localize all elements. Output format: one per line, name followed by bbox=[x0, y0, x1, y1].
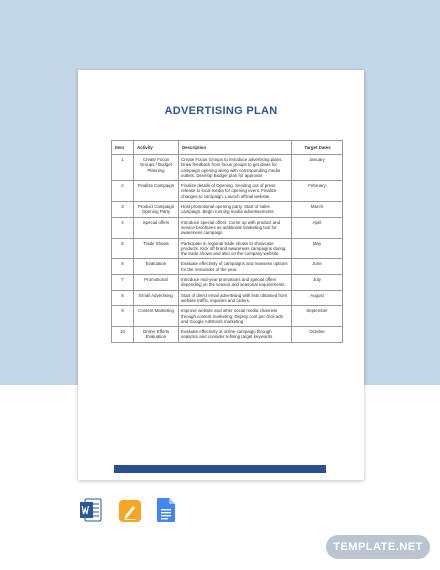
header-description: Description bbox=[179, 141, 292, 155]
table-row bbox=[112, 327, 343, 343]
footer-bar bbox=[114, 465, 326, 473]
cell-item: 9 bbox=[112, 306, 134, 327]
plan-table bbox=[111, 140, 343, 343]
table-row bbox=[112, 306, 343, 327]
table-row bbox=[112, 217, 343, 238]
cell-item: 3 bbox=[112, 202, 134, 218]
cell-target-date: June bbox=[292, 259, 343, 275]
cell-target-date: April bbox=[292, 217, 343, 238]
cell-item: 8 bbox=[112, 290, 134, 306]
cell-item: 7 bbox=[112, 275, 134, 291]
cell-target-date: February bbox=[292, 181, 343, 202]
cell-description: Evaluate effectivity of campaigns and reassess options for the remainder of the year. bbox=[179, 259, 292, 275]
cell-description: Participate in regional trade shows to showcase products. Kick off brand awareness campaigns during the trade shows and also on the company website. bbox=[179, 238, 292, 259]
header-item: Item bbox=[112, 141, 134, 155]
brand-badge[interactable]: TEMPLATE.NET bbox=[326, 535, 430, 559]
cell-activity: Content Marketing bbox=[134, 306, 179, 327]
table-row bbox=[112, 259, 343, 275]
table-row bbox=[112, 155, 343, 181]
cell-target-date: May bbox=[292, 238, 343, 259]
cell-description: Introduce special offers. Come up with product and service brochures as additional marketing tool for awareness campaign bbox=[179, 217, 292, 238]
cell-item: 5 bbox=[112, 238, 134, 259]
table-header-row bbox=[112, 141, 343, 155]
header-target-dates: Target Dates bbox=[292, 141, 343, 155]
cell-item: 4 bbox=[112, 217, 134, 238]
pages-icon[interactable] bbox=[119, 500, 141, 522]
table-row bbox=[112, 181, 343, 202]
cell-item: 2 bbox=[112, 181, 134, 202]
table-row bbox=[112, 202, 343, 218]
table-row bbox=[112, 238, 343, 259]
cell-item: 10 bbox=[112, 327, 134, 343]
cell-activity: Special offers bbox=[134, 217, 179, 238]
cell-target-date: October bbox=[292, 327, 343, 343]
google-docs-icon[interactable] bbox=[157, 498, 175, 522]
cell-activity: Promotional bbox=[134, 275, 179, 291]
cell-activity: Finalize Campaign bbox=[134, 181, 179, 202]
cell-description: Create Focus Groups to introduce advertising plans. Draw feedback from focus groups to get ideas for campaign opening along with corresponding media outlets. Develop Budget plan for approval. bbox=[179, 155, 292, 181]
cell-description: Improve website and other social media channels through content marketing. Deploy cost per click ads and Google AdWords marketing bbox=[179, 306, 292, 327]
table-row bbox=[112, 275, 343, 291]
cell-target-date: March bbox=[292, 202, 343, 218]
cell-description: Finalize details of Opening. Sending out of press release to local media for opening event. Finalize changes to campaign. Launch official website bbox=[179, 181, 292, 202]
table-row bbox=[112, 290, 343, 306]
cell-target-date: July bbox=[292, 275, 343, 291]
cell-activity: Online Efforts Evaluation bbox=[134, 327, 179, 343]
cell-activity: Create Focus Groups / Budget Planning bbox=[134, 155, 179, 181]
document-title: ADVERTISING PLAN bbox=[164, 105, 278, 117]
cell-item: 6 bbox=[112, 259, 134, 275]
cell-description: Evaluate effectivity of online campaign through analytics and consider refining target keywords bbox=[179, 327, 292, 343]
document-preview[interactable] bbox=[78, 70, 364, 480]
cell-target-date: January bbox=[292, 155, 343, 181]
word-icon[interactable] bbox=[80, 498, 102, 522]
cell-activity: Product Campaign Opening Party bbox=[134, 202, 179, 218]
cell-activity: Evaluation bbox=[134, 259, 179, 275]
header-activity: Activity bbox=[134, 141, 179, 155]
cell-description: Start of direct email advertising with lists obtained from website traffic, inquiries and orders. bbox=[179, 290, 292, 306]
cell-activity: Email Advertising bbox=[134, 290, 179, 306]
cell-target-date: August bbox=[292, 290, 343, 306]
cell-activity: Trade Shows bbox=[134, 238, 179, 259]
cell-target-date: September bbox=[292, 306, 343, 327]
cell-description: Introduce mid-year promotions and special offers depending on the season and seasonal requirements. bbox=[179, 275, 292, 291]
cell-item: 1 bbox=[112, 155, 134, 181]
cell-description: Host promotional opening party. Start of sales campaign. Begin running media advertisements bbox=[179, 202, 292, 218]
